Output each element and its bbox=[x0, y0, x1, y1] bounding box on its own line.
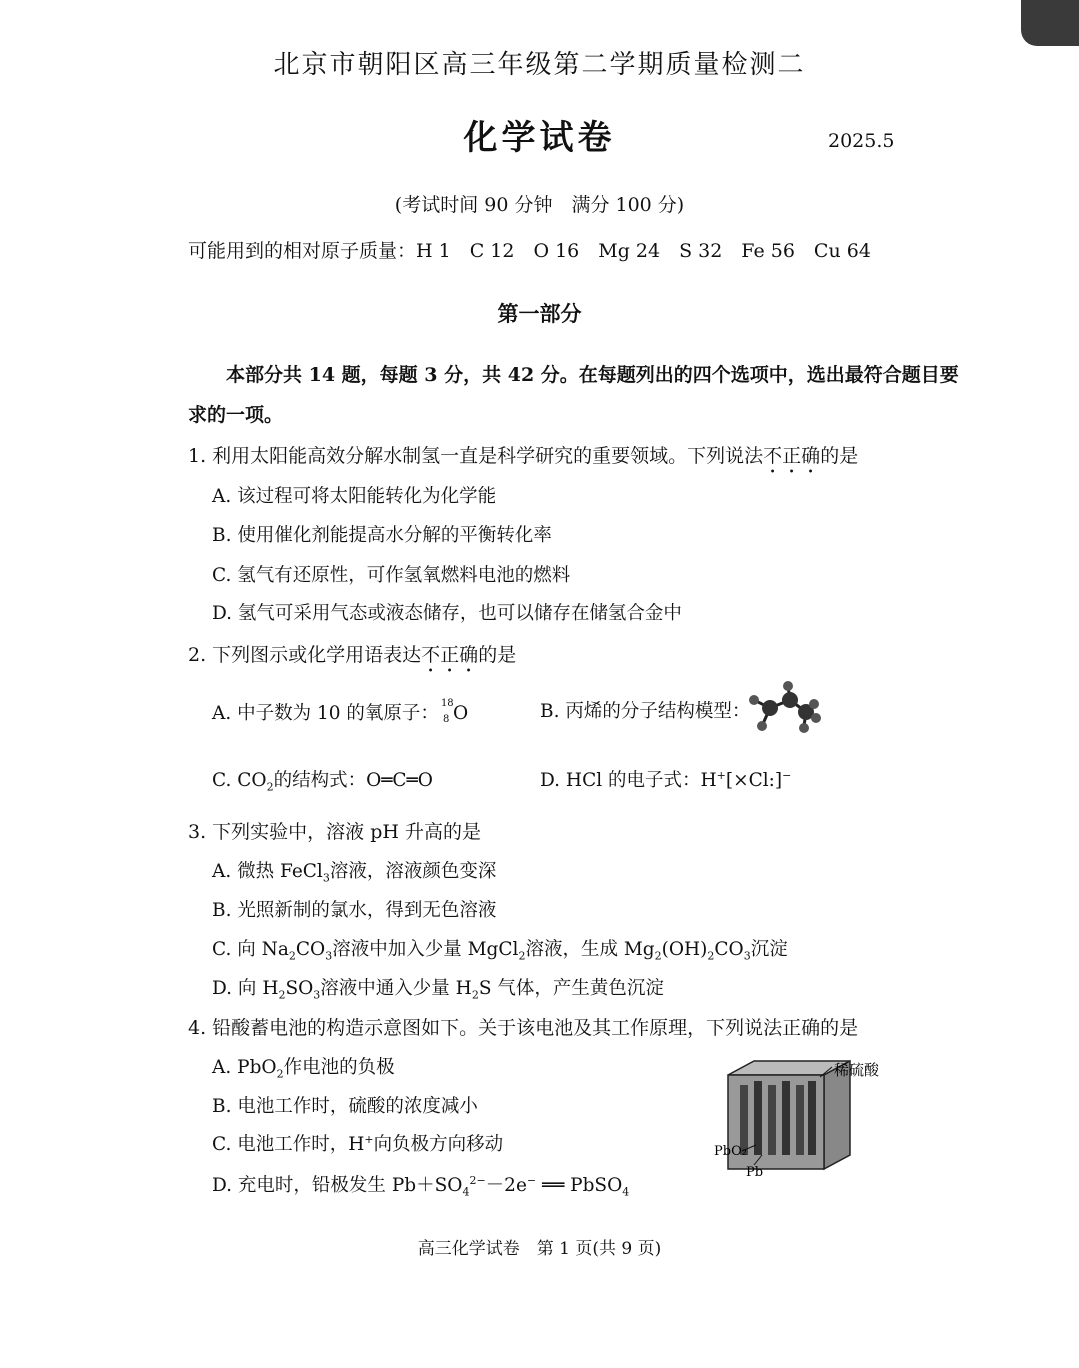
q4-option-c: C. 电池工作时，H+向负极方向移动 bbox=[212, 1132, 504, 1155]
q3-option-b: B. 光照新制的氯水，得到无色溶液 bbox=[212, 900, 497, 921]
question-1-stem: 1. 利用太阳能高效分解水制氢一直是科学研究的重要领域。下列说法不正确的是 bbox=[188, 445, 859, 467]
question-4-stem: 4. 铅酸蓄电池的构造示意图如下。关于该电池及其工作原理，下列说法正确的是 bbox=[188, 1017, 859, 1039]
emphasis-not-correct: 不正确 bbox=[421, 644, 479, 666]
q2-option-d: D. HCl 的电子式：H+[×Cl:]− bbox=[540, 768, 792, 791]
battery-plate bbox=[782, 1081, 790, 1155]
q4-option-d: D. 充电时，铅极发生 $Pb+SO_4^{2-}-2e^-$ ══ PbSO$_4$ bbox=[212, 1173, 630, 1199]
q3-option-a: A. 微热 FeCl$_3$溶液，溶液颜色变深 bbox=[212, 861, 497, 885]
pbo2-label: PbO₂ bbox=[714, 1144, 747, 1159]
exam-info: (考试时间 90 分钟 满分 100 分) bbox=[394, 194, 685, 216]
instructions-line2: 求的一项。 bbox=[188, 404, 284, 426]
instructions-line1: 本部分共 14 题，每题 3 分，共 42 分。在每题列出的四个选项中，选出最符合题目要 bbox=[226, 364, 959, 386]
hydrogen-atom bbox=[749, 695, 759, 705]
q2-option-a: A. 中子数为 10 的氧原子： 18 8 O bbox=[212, 698, 469, 725]
page-title: 化学试卷 bbox=[463, 118, 616, 158]
battery-plate bbox=[754, 1081, 762, 1155]
battery-plate bbox=[808, 1081, 816, 1155]
lead-acid-battery-diagram bbox=[710, 1055, 890, 1185]
pb-label: Pb bbox=[746, 1165, 764, 1180]
acid-label: 稀硫酸 bbox=[834, 1061, 880, 1079]
carbon-atom bbox=[782, 692, 798, 708]
hydrogen-atom bbox=[809, 699, 819, 709]
q3-option-c: C. 向 $Na_2CO_3$溶液中加入少量 MgCl$_2$溶液，生成 $Mg_2(OH)_2CO_3$沉淀 bbox=[212, 939, 788, 963]
page-footer: 高三化学试卷 第 1 页(共 9 页) bbox=[417, 1239, 662, 1259]
propene-ball-model bbox=[742, 678, 822, 738]
q4-option-b: B. 电池工作时，硫酸的浓度减小 bbox=[212, 1096, 478, 1117]
battery-plate bbox=[796, 1085, 804, 1155]
part-title: 第一部分 bbox=[497, 301, 582, 326]
hydrogen-atom bbox=[799, 723, 809, 733]
corner-overlay bbox=[1021, 0, 1079, 46]
q2-option-c: C. $CO_2$的结构式：O═C═O bbox=[212, 770, 433, 794]
school-header: 北京市朝阳区高三年级第二学期质量检测二 bbox=[273, 50, 806, 80]
atomic-masses: 可能用到的相对原子质量：H 1 C 12 O 16 Mg 24 S 32 Fe 56 Cu 64 bbox=[188, 240, 871, 262]
carbon-atom bbox=[762, 700, 778, 716]
q2-option-b: B. 丙烯的分子结构模型： bbox=[540, 701, 751, 722]
hydrogen-atom bbox=[757, 721, 767, 731]
question-3-stem: 3. 下列实验中，溶液 pH 升高的是 bbox=[188, 821, 481, 843]
emphasis-not-correct: 不正确 bbox=[763, 445, 821, 467]
isotope-notation: 18 8 bbox=[440, 698, 454, 725]
q1-option-a: A. 该过程可将太阳能转化为化学能 bbox=[212, 486, 497, 507]
hydrogen-atom bbox=[783, 681, 793, 691]
q4-option-a: A. PbO$_2$作电池的负极 bbox=[212, 1057, 395, 1081]
q1-option-c: C. 氢气有还原性，可作氢氧燃料电池的燃料 bbox=[212, 565, 571, 586]
q1-option-b: B. 使用催化剂能提高水分解的平衡转化率 bbox=[212, 525, 552, 546]
q3-option-d: D. 向 $H_2SO_3$溶液中通入少量 $H_2S$ 气体，产生黄色沉淀 bbox=[212, 978, 664, 1002]
q1-option-d: D. 氢气可采用气态或液态储存，也可以储存在储氢合金中 bbox=[212, 603, 682, 624]
battery-plate bbox=[768, 1085, 776, 1155]
exam-date: 2025.5 bbox=[828, 130, 895, 152]
hydrogen-atom bbox=[811, 713, 821, 723]
question-2-stem: 2. 下列图示或化学用语表达不正确的是 bbox=[188, 644, 517, 666]
